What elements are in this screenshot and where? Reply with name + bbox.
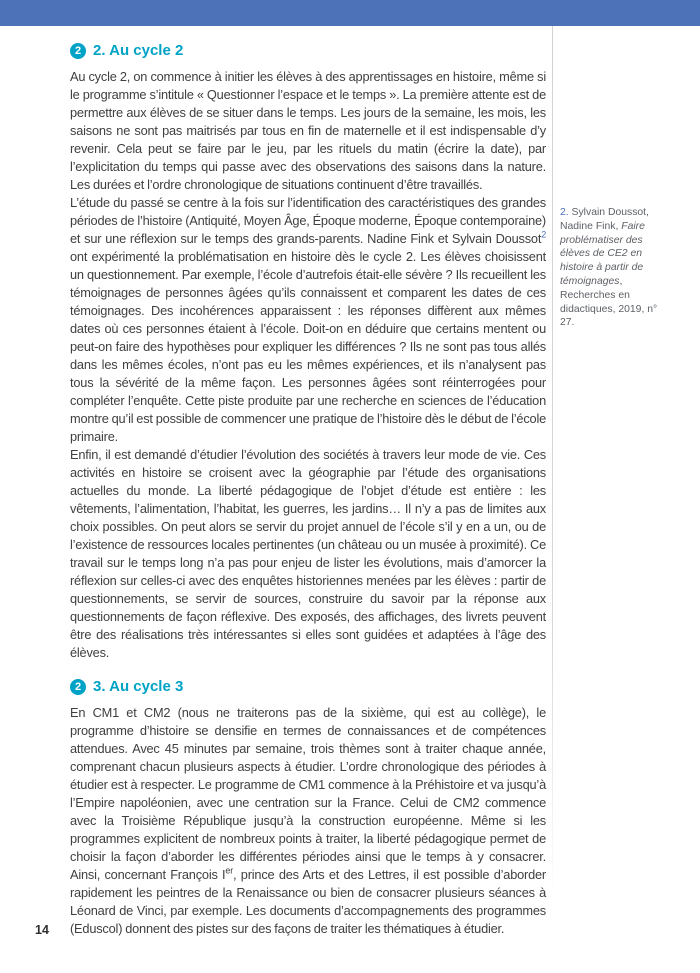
paragraph-cycle2-intro: Au cycle 2, on commence à initier les élèves à des apprentissages en histoire, même si le programme s’intitule « Questionner l’espace et le temps ». La première attente est de permettre aux élèves de se situer dans le temps. Les jours de la semaine, les mois, les saisons ne sont pas maitrisés par tous en fin de maternelle et il est indispensable d’y revenir. Cela peut se faire par le jeu, par les rituels du matin (écrire la date), par l’explicitation du temps qui passe avec des observations des saisons dans la nature. Les durées et l’ordre chronologique de situations continuent d’être travaillés.: [70, 69, 546, 192]
margin-divider-line: [552, 26, 553, 901]
paragraph-cycle2-etude-du-passe: [70, 194, 546, 446]
paragraph-cycle3: [70, 704, 546, 938]
section-title: 3. Au cycle 3: [93, 678, 184, 695]
footnote-authors: Sylvain Doussot, Nadine Fink,: [560, 207, 649, 232]
paragraph-text: L’étude du passé se centre à la fois sur l’identification des caractéristiques des grandes périodes de l’histoire (Antiquité, Moyen Âge, Époque moderne, Époque contemporaine) et sur une réflexion sur le temps des grands-parents. Nadine Fink et Sylvain Doussot: [70, 195, 546, 246]
margin-footnote: [560, 206, 665, 330]
chapter-number-badge: 2: [70, 43, 86, 59]
section-heading-cycle-2: [70, 42, 546, 60]
section-title: 2. Au cycle 2: [93, 42, 184, 59]
page-number: 14: [35, 923, 49, 937]
main-text-column: [70, 42, 546, 938]
section-heading-cycle-3: [70, 678, 546, 696]
paragraph-text: , prince des Arts et des Lettres, il est possible d’aborder rapidement les peintres de la Renaissance ou bien de consacrer plusieurs séances à Léonard de Vinci, par exemple. Les documents d’accompagnements des programmes (Eduscol) donnent des pistes sur des façons de traiter les thématiques à étudier.: [70, 867, 546, 936]
paragraph-cycle2-evolution-societes: Enfin, il est demandé d’étudier l’évolution des sociétés à travers leur mode de vie. Ces activités en histoire se croisent avec la géographie par l’étude des organisations actuelles du monde. La liberté pédagogique de l’objet d’étude est entière : les vêtements, l’alimentation, l’habitat, les guerres, les jardins… Il n’y a pas de limites aux choix possibles. On peut alors se servir du projet annuel de l’école s’il y en a un, ou de l’existence de ressources locales pertinentes (un château ou un musée à proximité). Ce travail sur le temps long n’a pas pour enjeu de lister les évolutions, mais d’amorcer la réflexion sur celles-ci avec des enquêtes historiennes menées par les élèves : partir de questionnements, se servir de sources, construire du savoir par la réponse aux questionnements de façon réflexive. Des exposés, des affichages, des livrets peuvent être des réalisations très intéressantes si elles sont guidées et adaptées à l’âge des élèves.: [70, 447, 546, 660]
paragraph-text: En CM1 et CM2 (nous ne traiterons pas de la sixième, qui est au collège), le programme d’histoire se densifie en termes de connaissances et de compétences attendues. Avec 45 minutes par semaine, trois thèmes sont à traiter chaque année, comprenant chacun plusieurs aspects à étudier. L’ordre chronologique des périodes à étudier est à respecter. Le programme de CM1 commence à la Préhistoire et va jusqu’à l’Empire napoléonien, avec une centration sur la France. Celui de CM2 commence avec la Troisième République jusqu’à la construction européenne. Même si les programmes explicitent de nombreux points à traiter, la liberté pédagogique permet de choisir la façon d’aborder les différentes périodes ainsi que le temps à y consacrer. Ainsi, concernant François I: [70, 705, 546, 882]
footnote-number: 2.: [560, 207, 569, 218]
footnote-reference-tail: , Recherches en didactiques, 2019, n° 27.: [560, 275, 658, 329]
footnote-reference-2: 2: [541, 229, 546, 240]
footnote-work-title: Faire problématiser des élèves de CE2 en histoire à partir de témoignages: [560, 220, 645, 287]
paragraph-text: ont expérimenté la problématisation en histoire dès le cycle 2. Les élèves choisissent un questionnement. Par exemple, l’école d’autrefois était-elle sévère ? Ils recueillent les témoignages de personnes âgées qu’ils connaissent et comparent les dates de ces témoignages. Des incohérences apparaissent : les réponses diffèrent aux mêmes dates où ces personnes étaient à l’école. Doit-on en déduire que certains mentent ou peut-on faire des hypothèses pour expliquer les différences ? Ils ne sont pas tous allés dans les mêmes écoles, n’ont pas eu les mêmes expériences, et ils n’analysent pas tous la sévérité de la même façon. Les personnes âgées sont réinterrogées pour compléter l’enquête. Cette piste produite par une recherche en sciences de l’éducation montre qu’il est possible de commencer une pratique de l’histoire dès le début de l’école primaire.: [70, 249, 546, 444]
ordinal-superscript-er: er: [225, 865, 234, 876]
chapter-number-badge: 2: [70, 679, 86, 695]
top-color-bar: [0, 0, 700, 26]
